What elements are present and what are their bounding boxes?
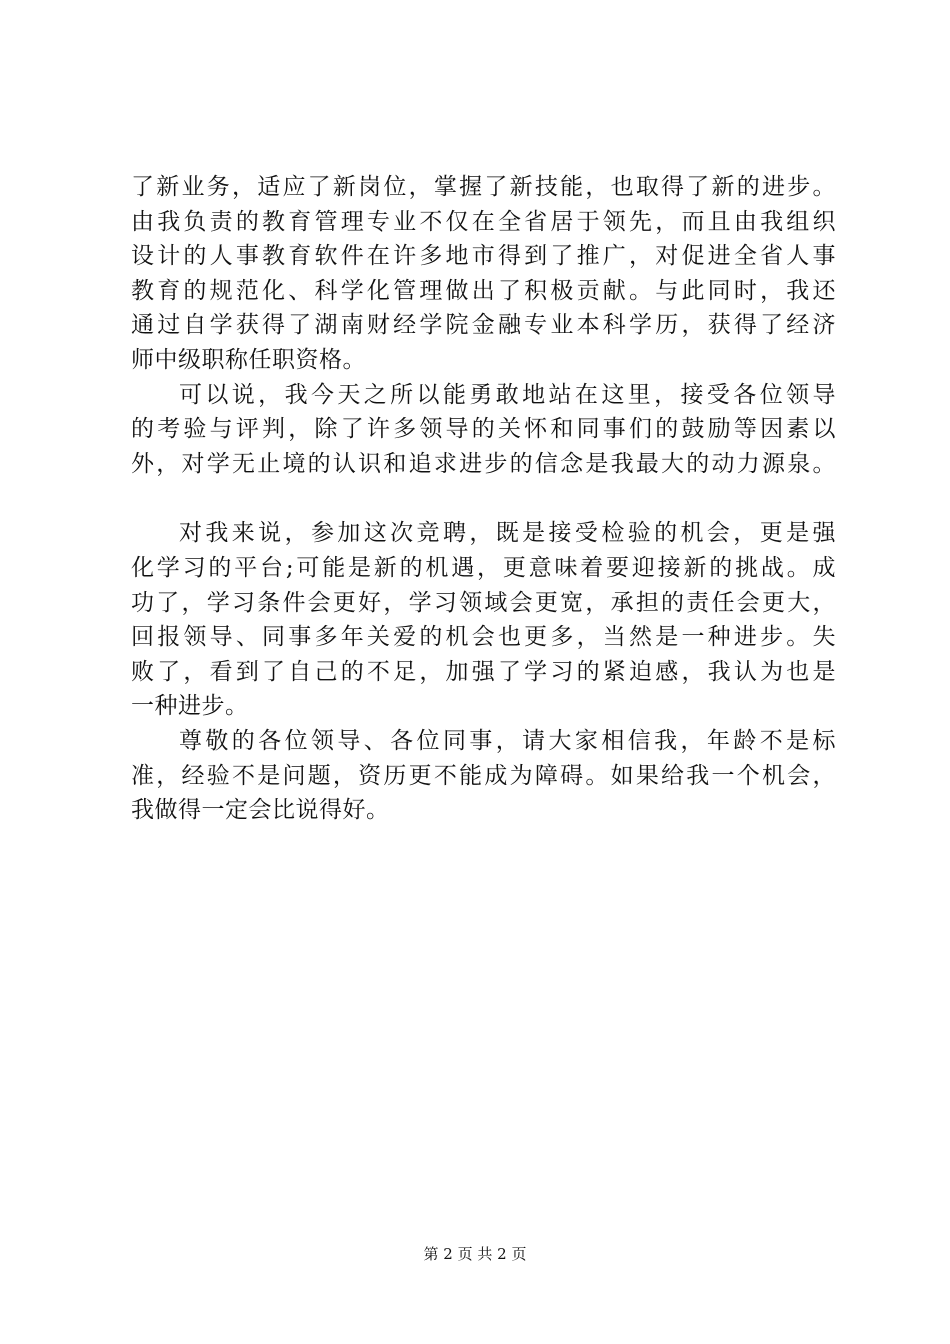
page-number-indicator: 第 2 页 共 2 页 — [423, 1245, 527, 1263]
page-footer — [0, 1244, 950, 1264]
text-line: 化学习的平台;可能是新的机遇，更意味着要迎接新的挑战。成 — [131, 554, 836, 581]
text-line: 功了，学习条件会更好，学习领域会更宽，承担的责任会更大， — [131, 589, 836, 616]
document-body — [131, 170, 836, 828]
paragraph-spacer — [131, 481, 836, 516]
text-line: 尊敬的各位领导、各位同事，请大家相信我，年龄不是标 — [179, 727, 836, 754]
paragraph — [131, 724, 836, 828]
text-line: 可以说，我今天之所以能勇敢地站在这里，接受各位领导 — [179, 381, 836, 408]
text-line: 对我来说，参加这次竞聘，既是接受检验的机会，更是强 — [179, 520, 836, 547]
text-line: 通过自学获得了湖南财经学院金融专业本科学历，获得了经济 — [131, 312, 836, 339]
paragraph — [131, 516, 836, 724]
text-line: 败了，看到了自己的不足，加强了学习的紧迫感，我认为也是 — [131, 658, 836, 685]
text-line: 的考验与评判，除了许多领导的关怀和同事们的鼓励等因素以 — [131, 416, 836, 443]
text-line: 一种进步。 — [131, 693, 249, 720]
text-line: 我做得一定会比说得好。 — [131, 797, 390, 824]
text-line: 师中级职称任职资格。 — [131, 346, 366, 373]
text-line: 准，经验不是问题，资历更不能成为障碍。如果给我一个机会， — [131, 762, 836, 789]
paragraph — [131, 170, 836, 378]
text-line: 回报领导、同事多年关爱的机会也更多，当然是一种进步。失 — [131, 624, 836, 651]
text-line: 设计的人事教育软件在许多地市得到了推广，对促进全省人事 — [131, 243, 836, 270]
text-line: 外，对学无止境的认识和追求进步的信念是我最大的动力源泉。 — [131, 450, 836, 477]
text-line: 教育的规范化、科学化管理做出了积极贡献。与此同时，我还 — [131, 277, 836, 304]
text-line: 了新业务，适应了新岗位，掌握了新技能，也取得了新的进步。 — [131, 174, 836, 200]
paragraph — [131, 378, 836, 482]
text-line: 由我负责的教育管理专业不仅在全省居于领先，而且由我组织 — [131, 208, 836, 235]
